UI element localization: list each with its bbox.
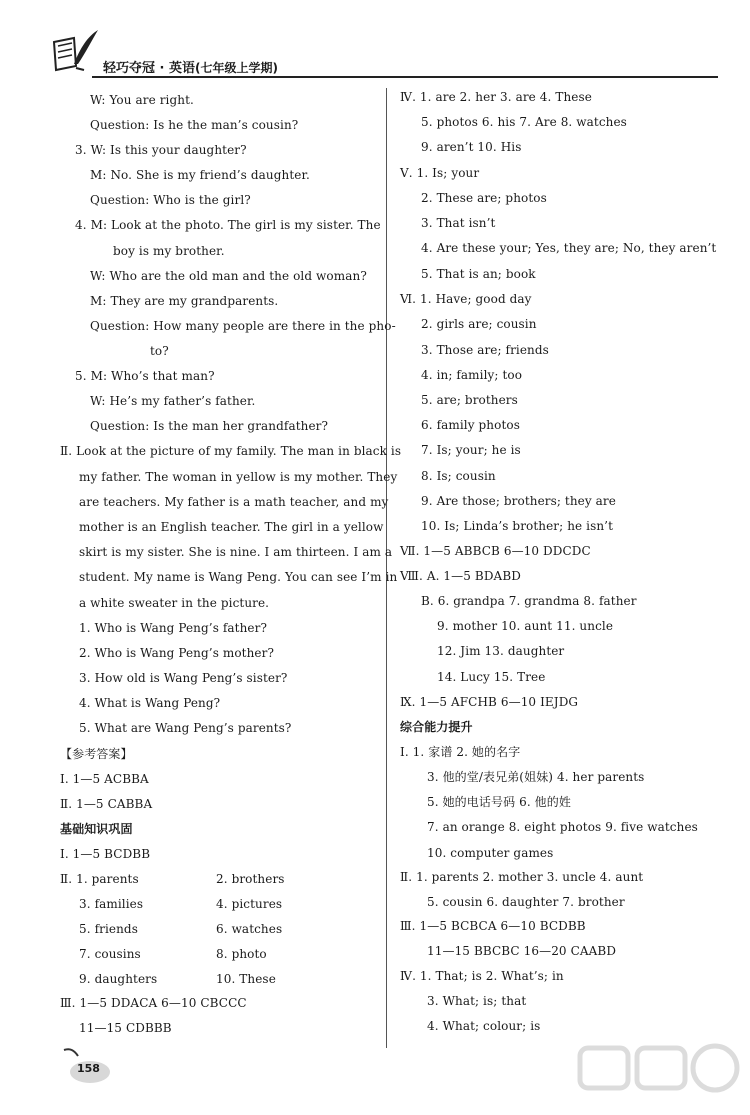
answer-line: W: He’s my father’s father. [90,394,256,408]
answer-line: 3. What; is; that [427,994,527,1008]
answer-line: 3. 他的堂/表兄弟(姐妹) 4. her parents [427,770,645,784]
answer-line: Question: Is he the man’s cousin? [90,118,299,132]
answer-line: 4. in; family; too [421,368,523,382]
answer-line: M: No. She is my friend’s daughter. [90,168,310,182]
answer-line-second: 8. photo [216,947,267,961]
answer-line: Ⅰ. 1. 家谱 2. 她的名字 [400,745,521,759]
answer-line: Ⅳ. 1. That; is 2. What’s; in [400,969,564,983]
answer-line-second: 6. watches [216,922,283,936]
answer-line: 2. girls are; cousin [421,317,537,331]
answer-line: 2. These are; photos [421,191,547,205]
answer-line: B. 6. grandpa 7. grandma 8. father [421,594,637,608]
answer-line: 5. What are Wang Peng’s parents? [79,721,292,735]
answer-line: Ⅲ. 1—5 BCBCA 6—10 BCDBB [400,919,586,933]
answer-line: W: Who are the old man and the old woman? [90,269,367,283]
answer-line: W: You are right. [90,93,194,107]
header-rule [92,76,718,78]
answer-line: 2. Who is Wang Peng’s mother? [79,646,275,660]
answer-line: 5. M: Who’s that man? [75,369,215,383]
answer-line: 3. How old is Wang Peng’s sister? [79,671,288,685]
answer-line: 7. Is; your; he is [421,443,521,457]
answer-line-second: 4. pictures [216,897,283,911]
answer-line: 4. Are these your; Yes, they are; No, they aren’t [421,241,717,255]
answer-line: mother is an English teacher. The girl in a yellow [79,520,384,534]
answer-line: 3. Those are; friends [421,343,549,357]
answer-line: my father. The woman in yellow is my mother. They [79,470,398,484]
answer-line: Ⅱ. Look at the picture of my family. The man in black is [60,444,402,458]
answer-line: 5. 她的电话号码 6. 他的姓 [427,795,571,809]
book-title-main: 轻巧夺冠 · 英语 [103,61,195,76]
answer-line: 7. cousins [79,947,141,961]
page-number: 158 [77,1062,100,1075]
answer-line: Ⅱ. 1. parents 2. mother 3. uncle 4. aunt [400,870,644,884]
answer-line: a white sweater in the picture. [79,596,270,610]
answer-line: Question: How many people are there in the pho- [90,319,396,333]
answer-line: 3. families [79,897,144,911]
answer-line: skirt is my sister. She is nine. I am thirteen. I am a [79,545,393,559]
answer-line: 5. photos 6. his 7. Are 8. watches [421,115,627,129]
answer-line: 4. What; colour; is [427,1019,541,1033]
answer-line: 10. Is; Linda’s brother; he isn’t [421,519,614,533]
answer-line: Ⅲ. 1—5 DDACA 6—10 CBCCC [60,996,247,1010]
answer-line: 5. cousin 6. daughter 7. brother [427,895,625,909]
quill-book-logo-icon [50,28,100,74]
answer-line: student. My name is Wang Peng. You can see I’m in [79,570,398,584]
answer-line: boy is my brother. [113,244,225,258]
answer-line: 8. Is; cousin [421,469,496,483]
answer-line: 【参考答案】 [60,747,133,761]
answer-line: 14. Lucy 15. Tree [437,670,546,684]
column-divider [386,88,387,1048]
page-header [0,0,750,80]
answer-line: 3. That isn’t [421,216,496,230]
answer-line: 5. are; brothers [421,393,518,407]
answer-line: 12. Jim 13. daughter [437,644,565,658]
answer-line: 5. friends [79,922,138,936]
answer-line: 基础知识巩固 [60,822,133,836]
answer-line-second: 2. brothers [216,872,285,886]
answer-line-second: 10. These [216,972,276,986]
book-title [103,57,278,76]
answer-line: 4. M: Look at the photo. The girl is my sister. The [75,218,381,232]
answer-line: Question: Is the man her grandfather? [90,419,329,433]
answer-line: 5. That is an; book [421,267,536,281]
answer-line: Ⅵ. 1. Have; good day [400,292,532,306]
answer-line: Ⅳ. 1. are 2. her 3. are 4. These [400,90,592,104]
answer-line: 4. What is Wang Peng? [79,696,221,710]
answer-line: 3. W: Is this your daughter? [75,143,247,157]
answer-line: Question: Who is the girl? [90,193,251,207]
answer-line: 9. mother 10. aunt 11. uncle [437,619,614,633]
answer-line: 11—15 BBCBC 16—20 CAABD [427,944,617,958]
answer-line: Ⅶ. 1—5 ABBCB 6—10 DDCDC [400,544,591,558]
answer-line: Ⅴ. 1. Is; your [400,166,480,180]
watermark-logo-icon [575,1040,750,1115]
answer-line: 7. an orange 8. eight photos 9. five watches [427,820,698,834]
answer-line: M: They are my grandparents. [90,294,279,308]
answer-line: to? [150,344,169,358]
answer-line: Ⅱ. 1. parents [60,872,139,886]
answer-line: Ⅱ. 1—5 CABBA [60,797,153,811]
book-title-subtitle: (七年级上学期) [195,61,278,75]
answer-line: 1. Who is Wang Peng’s father? [79,621,267,635]
answer-line: are teachers. My father is a math teacher, and my [79,495,389,509]
answer-line: 9. aren’t 10. His [421,140,522,154]
answer-line: Ⅸ. 1—5 AFCHB 6—10 IEJDG [400,695,579,709]
answer-line: 10. computer games [427,846,554,860]
answer-line: Ⅷ. A. 1—5 BDABD [400,569,521,583]
answer-line: 11—15 CDBBB [79,1021,172,1035]
answer-line: 综合能力提升 [400,720,473,734]
answer-line: 6. family photos [421,418,520,432]
answer-line: 9. daughters [79,972,158,986]
answer-line: Ⅰ. 1—5 ACBBA [60,772,149,786]
answer-line: 9. Are those; brothers; they are [421,494,616,508]
answer-line: Ⅰ. 1—5 BCDBB [60,847,151,861]
